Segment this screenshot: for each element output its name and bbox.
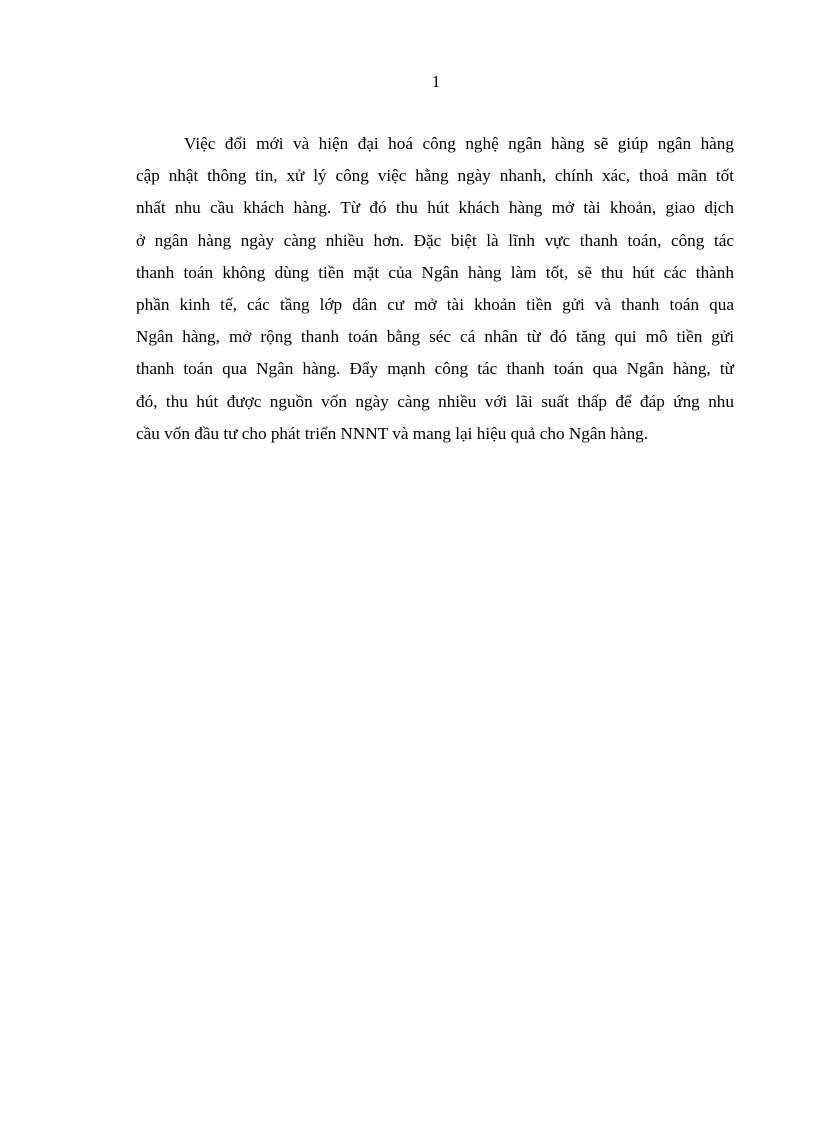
paragraph-line: phần kinh tế, các tầng lớp dân cư mở tài khoản tiền gửi và thanh toán qua bbox=[136, 294, 734, 314]
paragraph-line: ở ngân hàng ngày càng nhiều hơn. Đặc biệt là lĩnh vực thanh toán, công tác bbox=[136, 230, 734, 250]
paragraph-line: thanh toán qua Ngân hàng. Đẩy mạnh công tác thanh toán qua Ngân hàng, từ bbox=[136, 359, 734, 379]
paragraph-line: Việc đổi mới và hiện đại hoá công nghệ ngân hàng sẽ giúp ngân hàng bbox=[184, 134, 734, 153]
paragraph-line: cập nhật thông tin, xử lý công việc hằng ngày nhanh, chính xác, thoả mãn tốt bbox=[136, 166, 734, 186]
paragraph-line: đó, thu hút được nguồn vốn ngày càng nhiều với lãi suất thấp để đáp ứng nhu bbox=[136, 391, 734, 411]
body-paragraph bbox=[136, 128, 734, 450]
paragraph-line: Ngân hàng, mở rộng thanh toán bằng séc cá nhân từ đó tăng qui mô tiền gửi bbox=[136, 327, 734, 347]
paragraph-line: thanh toán không dùng tiền mặt của Ngân hàng làm tốt, sẽ thu hút các thành bbox=[136, 262, 734, 282]
paragraph-line: nhất nhu cầu khách hàng. Từ đó thu hút khách hàng mở tài khoản, giao dịch bbox=[136, 198, 734, 218]
paragraph-line: cầu vốn đầu tư cho phát triển NNNT và mang lại hiệu quả cho Ngân hàng. bbox=[136, 423, 649, 443]
page-number: 1 bbox=[431, 72, 441, 91]
